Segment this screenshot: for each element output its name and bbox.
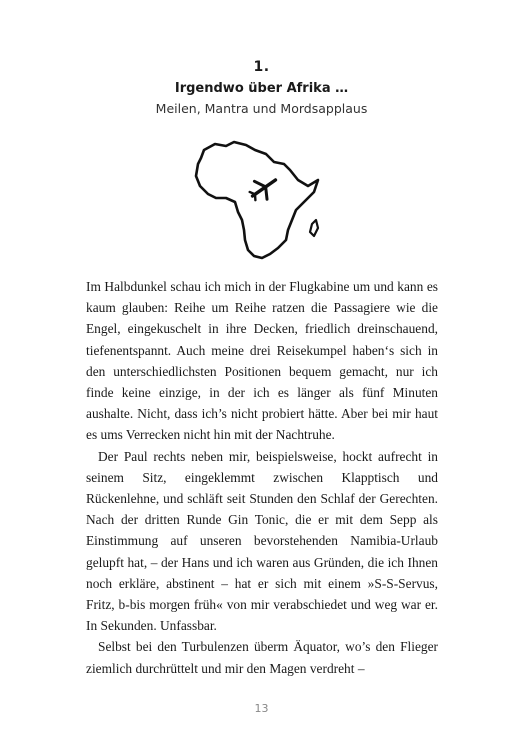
- chapter-subtitle: Meilen, Mantra und Mordsapplaus: [155, 101, 368, 116]
- page-number: 13: [254, 702, 269, 715]
- paragraph: Selbst bei den Turbulenzen überm Äquator, wo’s den Flieger ziemlich durchrüttelt und mir den Magen verdreht –: [86, 639, 438, 676]
- chapter-illustration: [190, 140, 330, 265]
- paragraph: Der Paul rechts neben mir, beispielsweise, hockt aufrecht in seinem Sitz, eingeklemmt zwischen Klapptisch und Rückenlehne, und schläft seit Stunden den Schlaf der Gerechten. Nach der dritten Runde Gin Tonic, die er mit dem Sepp als Einstimmung auf unseren bevorstehenden Namibia-Urlaub gelupft hat, – der Hans und ich waren aus Gründen, die ich Ihnen noch erkläre, abstinent – hat er sich mit einem »S-S-Servus, Fritz, b-bis morgen früh« von mir verabschiedet und weg war er. In Sekunden. Unfassbar.: [86, 448, 438, 634]
- body-text: [86, 276, 438, 679]
- paragraph: Im Halbdunkel schau ich mich in der Flugkabine um und kann es kaum glauben: Reihe um Reihe ratzen die Passagiere wie die Engel, eingekuschelt in ihre Decken, friedlich dreinschauend, tiefenentspannt. Auch meine drei Reisekumpel haben‘s sich in den unterschiedlichsten Positionen bequem gemacht, nur ich finde keine einzige, in der ich es länger als fünf Minuten aushalte. Nicht, dass ich’s nicht probiert hätte. Aber bei mir haut es ums Verrecken nicht hin mit der Nachtruhe.: [86, 279, 438, 443]
- chapter-title: Irgendwo über Afrika …: [174, 81, 349, 96]
- chapter-number: 1.: [253, 59, 270, 75]
- airplane-icon: [246, 171, 282, 205]
- africa-outline-icon: [190, 140, 330, 265]
